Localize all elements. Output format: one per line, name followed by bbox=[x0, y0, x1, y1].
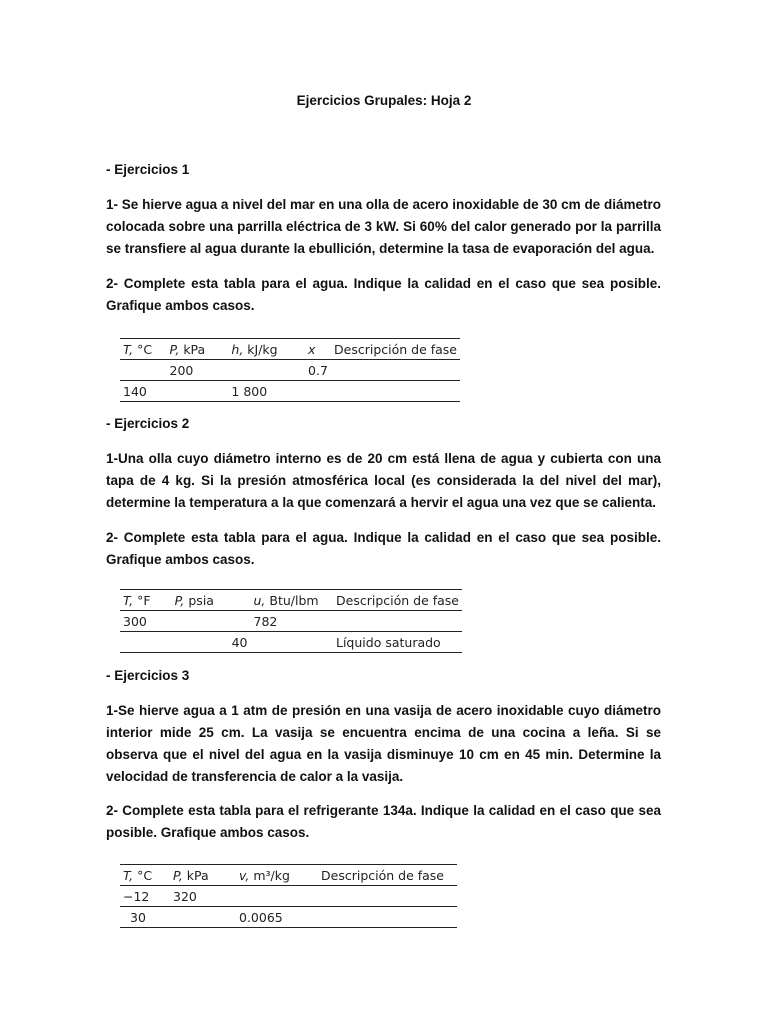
section-1-heading: - Ejercicios 1 bbox=[106, 162, 190, 177]
table-header-cell: P, kPa bbox=[173, 867, 209, 883]
table-header-cell: x bbox=[308, 341, 316, 357]
table-header-cell: T, °C bbox=[123, 867, 153, 883]
section-3-heading: - Ejercicios 3 bbox=[106, 668, 190, 683]
table-header-cell: Descripción de fase bbox=[336, 592, 459, 608]
table-cell bbox=[120, 360, 167, 381]
table-cell bbox=[305, 381, 331, 402]
table-cell: 320 bbox=[173, 888, 197, 904]
section-1-problem-2: 2- Complete esta tabla para el agua. Indique la calidad en el caso que sea posible. Grafique ambos casos. bbox=[106, 276, 661, 313]
table-cell: −12 bbox=[123, 888, 150, 904]
table-cell bbox=[318, 907, 457, 928]
table-cell bbox=[120, 632, 172, 653]
table-row bbox=[120, 632, 462, 653]
table-row bbox=[120, 611, 462, 632]
table-cell bbox=[172, 611, 251, 632]
table-header-row bbox=[120, 590, 462, 611]
section-2-problem-1: 1-Una olla cuyo diámetro interno es de 20 cm está llena de agua y cubierta con una tapa de 4 kg. Si la presión atmosférica local (es considerada la del nivel del mar), determine la temperatura a la que comenzará a hervir el agua una vez que se calienta. bbox=[106, 451, 661, 510]
table-row bbox=[120, 886, 457, 907]
table-row bbox=[120, 360, 460, 381]
table-header-cell: T, °C bbox=[123, 341, 153, 357]
table-cell bbox=[331, 381, 460, 402]
table-cell bbox=[170, 907, 236, 928]
table-header-cell: Descripción de fase bbox=[321, 867, 444, 883]
page-title: Ejercicios Grupales: Hoja 2 bbox=[296, 93, 472, 108]
table-header-cell: P, psia bbox=[174, 592, 214, 608]
table-cell bbox=[236, 886, 318, 907]
table-cell: 140 bbox=[123, 383, 147, 399]
table-header-cell: v, m³/kg bbox=[239, 867, 290, 883]
table-cell: 0.7 bbox=[308, 362, 328, 378]
table-header-cell: Descripción de fase bbox=[334, 341, 457, 357]
section-2-heading: - Ejercicios 2 bbox=[106, 416, 190, 431]
table-cell bbox=[228, 360, 305, 381]
section-2-table bbox=[120, 589, 462, 653]
table-cell: 782 bbox=[253, 613, 278, 629]
table-header-cell: T, °F bbox=[123, 592, 151, 608]
table-row bbox=[120, 907, 457, 928]
table-header-row bbox=[120, 865, 457, 886]
table-header-row bbox=[120, 339, 460, 360]
table-header-cell: h, kJ/kg bbox=[231, 341, 278, 357]
section-2-problem-2: 2- Complete esta tabla para el agua. Indique la calidad en el caso que sea posible. Grafique ambos casos. bbox=[106, 530, 661, 567]
section-3-problem-1: 1-Se hierve agua a 1 atm de presión en una vasija de acero inoxidable cuyo diámetro interior mide 25 cm. La vasija se encuentra encima de una cocina a leña. Si se observa que el nivel del agua en la vasija disminuye 10 cm en 45 min. Determine la velocidad de transferencia de calor a la vasija. bbox=[106, 703, 661, 784]
table-cell: 0.0065 bbox=[239, 909, 283, 925]
table-cell: 300 bbox=[123, 613, 147, 629]
table-cell: 40 bbox=[231, 634, 248, 650]
section-1-problem-1: 1- Se hierve agua a nivel del mar en una olla de acero inoxidable de 30 cm de diámetro colocada sobre una parrilla eléctrica de 3 kW. Si 60% del calor generado por la parrilla se transfiere al agua durante la ebullición, determine la tasa de evaporación del agua. bbox=[106, 197, 661, 256]
section-3-table bbox=[120, 864, 457, 928]
table-cell bbox=[251, 632, 334, 653]
table-cell bbox=[331, 360, 460, 381]
table-cell: 200 bbox=[169, 362, 194, 378]
section-1-table bbox=[120, 338, 460, 402]
table-cell bbox=[333, 611, 462, 632]
table-cell: Líquido saturado bbox=[336, 634, 441, 650]
table-cell: 30 bbox=[130, 909, 146, 925]
table-cell bbox=[167, 381, 229, 402]
table-header-cell: u, Btu/lbm bbox=[253, 592, 319, 608]
table-cell bbox=[318, 886, 457, 907]
table-header-cell: P, kPa bbox=[169, 341, 206, 357]
table-row bbox=[120, 381, 460, 402]
section-3-problem-2: 2- Complete esta tabla para el refrigerante 134a. Indique la calidad en el caso que sea posible. Grafique ambos casos. bbox=[106, 803, 661, 840]
table-cell: 1 800 bbox=[231, 383, 268, 399]
